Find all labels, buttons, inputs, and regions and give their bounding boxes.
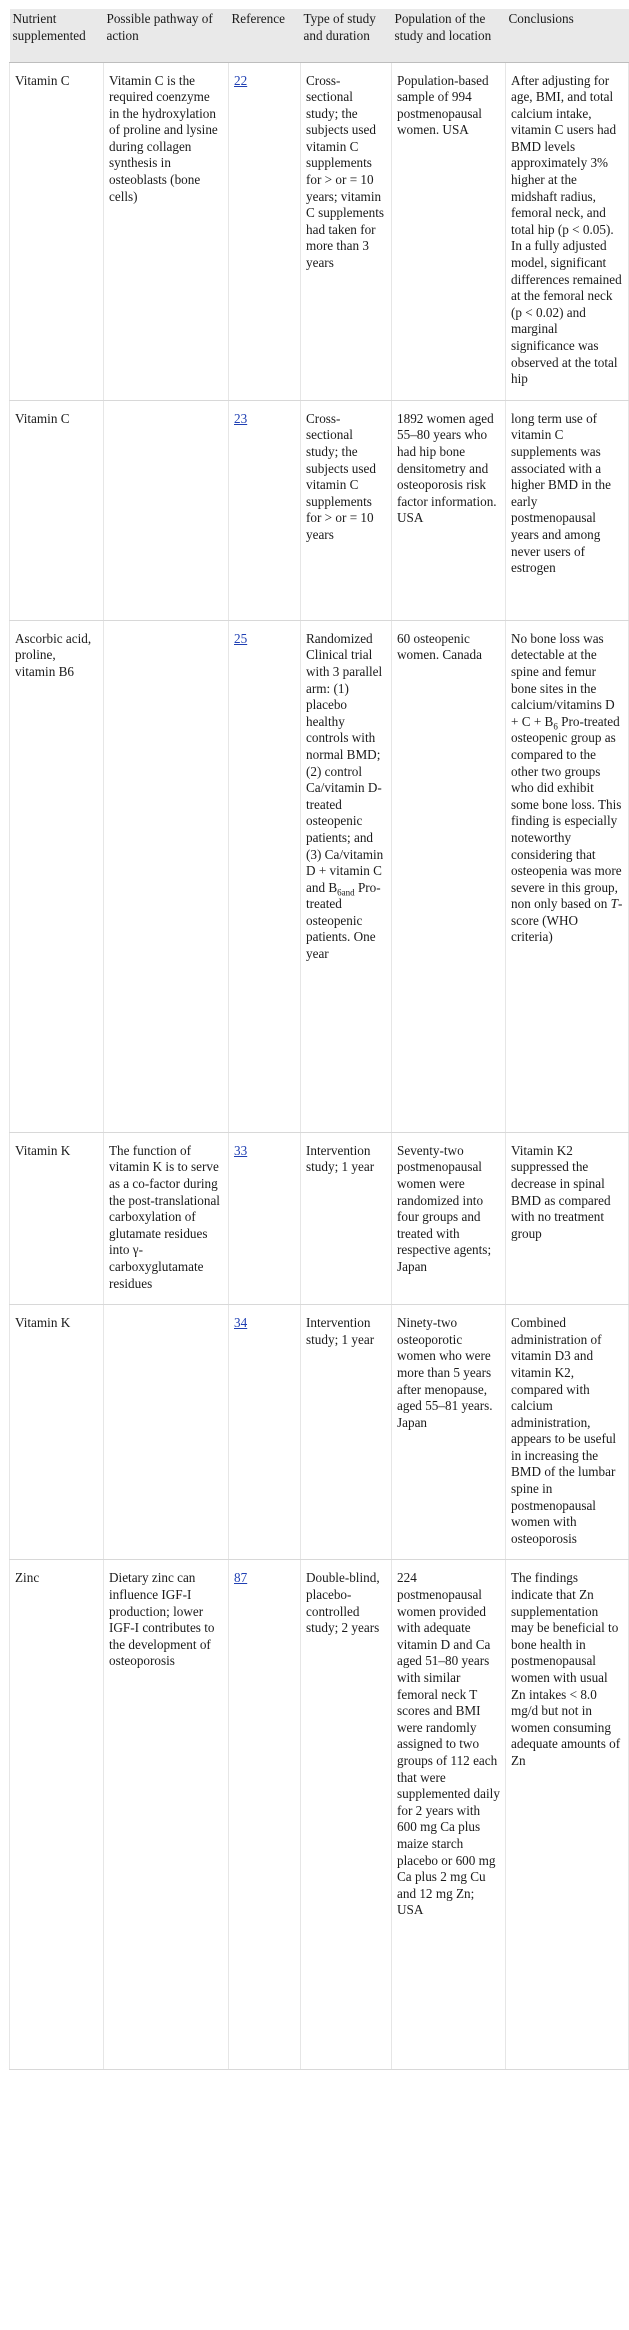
reference-link[interactable]: 33 (234, 1142, 248, 1158)
cell-reference (229, 62, 301, 400)
cell-conclusions: After adjusting for age, BMI, and total calcium intake, vitamin C users had BMD levels approximately 3% higher at the midshaft radius, femoral neck, and total hip (p < 0.05). In a fully adjusted model, significant differences remained at the femoral neck (p < 0.02) and marginal significance was observed at the total hip (506, 62, 629, 400)
cell-nutrient: Zinc (10, 1560, 104, 2070)
cell-nutrient: Vitamin K (10, 1305, 104, 1560)
header-population: Population of the study and location (392, 9, 506, 62)
table-row (10, 62, 629, 400)
conclusions-text: No bone loss was detectable at the spine and femur bone sites in the calcium/vitamins D + C + B (511, 630, 615, 729)
cell-study-type: Intervention study; 1 year (301, 1132, 392, 1304)
cell-study-type: Cross-sectional study; the subjects used vitamin C supplements for > or = 10 years; vitamin C supplements had taken for more than 3 years (301, 62, 392, 400)
cell-reference (229, 1560, 301, 2070)
italic-t: T (610, 896, 618, 912)
table-row (10, 1560, 629, 2070)
study-type-text: Randomized Clinical trial with 3 parallel arm: (1) placebo healthy controls with normal BMD; (2) control Ca/vitamin D-treated osteopenic patients; and (3) Ca/vitamin D + vitamin C and B (306, 630, 384, 895)
table-row (10, 400, 629, 620)
header-nutrient: Nutrient supplemented (10, 9, 104, 62)
cell-conclusions: Combined administration of vitamin D3 and vitamin K2, compared with calcium administration, appears to be useful in increasing the BMD of the lumbar spine in postmenopausal women with osteoporosis (506, 1305, 629, 1560)
cell-population: Seventy-two postmenopausal women were randomized into four groups and treated with respective agents; Japan (392, 1132, 506, 1304)
subscript-text: 6 (553, 721, 558, 732)
header-conclusions: Conclusions (506, 9, 629, 62)
reference-link[interactable]: 25 (234, 630, 248, 646)
cell-reference (229, 1305, 301, 1560)
cell-population: 1892 women aged 55–80 years who had hip bone densitometry and osteoporosis risk factor information. USA (392, 400, 506, 620)
study-type-text-cont: Pro-treated osteopenic patients. One year (306, 879, 381, 962)
cell-pathway (104, 1305, 229, 1560)
cell-reference (229, 400, 301, 620)
table-row (10, 1132, 629, 1304)
reference-link[interactable]: 23 (234, 410, 248, 426)
reference-link[interactable]: 22 (234, 72, 248, 88)
conclusions-text-cont: Pro-treated osteopenic group as compared to the other two groups who did exhibit some bone loss. This finding is especially noteworthy considering that osteopenia was more severe in this group, non only based on (511, 713, 622, 912)
cell-nutrient: Vitamin C (10, 400, 104, 620)
cell-pathway: The function of vitamin K is to serve as a co-factor during the post-translational carboxylation of glutamate residues into γ-carboxyglutamate residues (104, 1132, 229, 1304)
cell-population: 224 postmenopausal women provided with adequate vitamin D and Ca aged 51–80 years with similar femoral neck T scores and BMI were randomly assigned to two groups of 112 each that were supplemented daily for 2 years with 600 mg Ca plus maize starch placebo or 600 mg Ca plus 2 mg Cu and 12 mg Zn; USA (392, 1560, 506, 2070)
header-pathway: Possible pathway of action (104, 9, 229, 62)
conclusions-text-end: -score (WHO criteria) (511, 896, 623, 945)
subscript-text: 6and (337, 887, 355, 898)
cell-study-type: Intervention study; 1 year (301, 1305, 392, 1560)
nutrient-supplement-table (9, 9, 629, 2070)
cell-pathway (104, 400, 229, 620)
cell-conclusions: Vitamin K2 suppressed the decrease in spinal BMD as compared with no treatment group (506, 1132, 629, 1304)
cell-pathway (104, 620, 229, 1132)
cell-reference (229, 620, 301, 1132)
cell-population: Ninety-two osteoporotic women who were more than 5 years after menopause, aged 55–81 years. Japan (392, 1305, 506, 1560)
reference-link[interactable]: 87 (234, 1570, 248, 1586)
table-header-row (10, 9, 629, 62)
cell-population: 60 osteopenic women. Canada (392, 620, 506, 1132)
cell-study-type: Double-blind, placebo-controlled study; 2 years (301, 1560, 392, 2070)
cell-conclusions: The findings indicate that Zn supplementation may be beneficial to bone health in postmenopausal women with usual Zn intakes < 8.0 mg/d but not in women consuming adequate amounts of Zn (506, 1560, 629, 2070)
header-study-type: Type of study and duration (301, 9, 392, 62)
cell-nutrient: Ascorbic acid, proline, vitamin B6 (10, 620, 104, 1132)
cell-study-type (301, 620, 392, 1132)
table-row (10, 1305, 629, 1560)
cell-population: Population-based sample of 994 postmenopausal women. USA (392, 62, 506, 400)
cell-pathway: Vitamin C is the required coenzyme in the hydroxylation of proline and lysine during collagen synthesis in osteoblasts (bone cells) (104, 62, 229, 400)
reference-link[interactable]: 34 (234, 1315, 248, 1331)
cell-conclusions: long term use of vitamin C supplements was associated with a higher BMD in the early postmenopausal years and among never users of estrogen (506, 400, 629, 620)
cell-pathway: Dietary zinc can influence IGF-I production; lower IGF-I contributes to the development of osteoporosis (104, 1560, 229, 2070)
cell-nutrient: Vitamin K (10, 1132, 104, 1304)
cell-study-type: Cross-sectional study; the subjects used vitamin C supplements for > or = 10 years (301, 400, 392, 620)
cell-nutrient: Vitamin C (10, 62, 104, 400)
cell-reference (229, 1132, 301, 1304)
header-reference: Reference (229, 9, 301, 62)
table-row (10, 620, 629, 1132)
cell-conclusions (506, 620, 629, 1132)
